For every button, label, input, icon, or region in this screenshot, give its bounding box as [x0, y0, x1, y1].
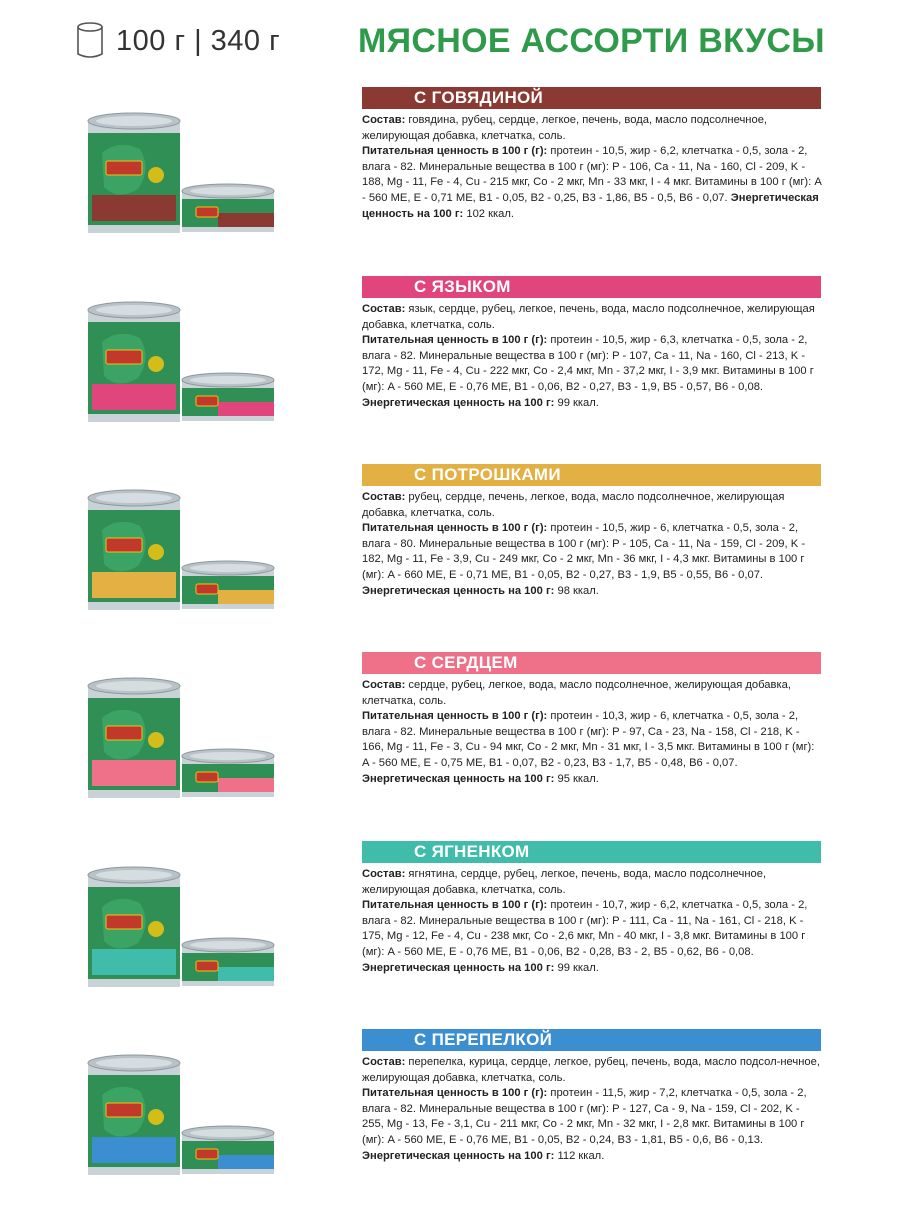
energy-label: Энергетическая ценность на 100 г:	[362, 191, 819, 220]
energy-label: Энергетическая ценность на 100 г:	[362, 396, 555, 409]
page-title: МЯСНОЕ АССОРТИ ВКУСЫ	[358, 22, 825, 60]
sizes-label: 100 г | 340 г	[116, 24, 281, 57]
nutrition-text: протеин - 11,5, жир - 7,2, клетчатка - 0,5, зола - 2, влага - 82. Минеральные вещества в 100 г (мг): P - 127, Ca - 9, Na - 159, Cl - 202, K - 255, Mg - 13, Fe - 3,1, Cu - 211 мкг, Co - 2 мкг, Mn - 32 мкг, I - 2,8 мкг. Витамины в 100 г (мг): A - 560 МЕ, E - 0,76 МЕ, B1 - 0,05, B2 - 0,24, B3 - 1,81, B5 - 0,6, B6 - 0,13.	[362, 1087, 807, 1146]
composition-text: перепелка, курица, сердце, легкое, рубец, печень, вода, масло подсол-нечное, желирующая добавка, клетчатка, соль.	[362, 1056, 820, 1084]
large-can	[88, 113, 180, 233]
product-description	[362, 678, 824, 787]
product-section	[0, 841, 900, 1027]
product-cans-image	[78, 1051, 278, 1181]
large-can	[88, 678, 180, 798]
large-can	[88, 302, 180, 422]
composition-label: Состав:	[362, 491, 406, 503]
large-can	[88, 490, 180, 610]
energy-value: 99 ккал.	[554, 396, 599, 409]
composition-label: Состав:	[362, 114, 406, 126]
flavor-title: С ГОВЯДИНОЙ	[362, 87, 821, 109]
composition-text: рубец, сердце, печень, легкое, вода, масло подсолнечное, желирующая добавка, клетчатка, соль.	[362, 491, 785, 519]
energy-label: Энергетическая ценность на 100 г:	[362, 961, 555, 974]
product-cans-image	[78, 863, 278, 993]
flavor-title: С СЕРДЦЕМ	[362, 652, 821, 674]
small-can	[182, 749, 274, 797]
nutrition-label: Питательная ценность в 100 г (г):	[362, 1087, 548, 1100]
header-sizes	[76, 22, 280, 60]
small-can	[182, 938, 274, 986]
energy-label: Энергетическая ценность на 100 г:	[362, 772, 555, 785]
energy-value: 98 ккал.	[554, 584, 599, 597]
product-cans-image	[78, 109, 278, 239]
energy-value: 102 ккал.	[463, 207, 515, 220]
nutrition-label: Питательная ценность в 100 г (г):	[362, 710, 548, 723]
composition-label: Состав:	[362, 303, 406, 315]
energy-value: 99 ккал.	[554, 961, 599, 974]
nutrition-text: протеин - 10,5, жир - 6,2, клетчатка - 0,5, зола - 2, влага - 82. Минеральные вещества в 100 г (мг): P - 106, Ca - 11, Na - 160, Cl - 209, K - 188, Mg - 11, Fe - 4, Cu - 215 мкг, Co - 2 мкг, Mn - 33 мкг, I - 4 мкг. Витамины в 100 г (мг): A - 560 МЕ, E - 0,71 МЕ, B1 - 0,05, B2 - 0,25, B3 - 1,86, B5 - 0,5, B6 - 0,07.	[362, 145, 822, 204]
small-can	[182, 561, 274, 609]
large-can	[88, 867, 180, 987]
flavor-title: С ПОТРОШКАМИ	[362, 464, 821, 486]
product-description	[362, 302, 824, 411]
composition-label: Состав:	[362, 1056, 406, 1068]
product-section	[0, 1029, 900, 1215]
composition-label: Состав:	[362, 679, 406, 691]
can-icon	[76, 22, 104, 60]
product-description	[362, 1055, 824, 1164]
product-cans-image	[78, 674, 278, 804]
product-cans-image	[78, 298, 278, 428]
composition-label: Состав:	[362, 868, 406, 880]
flavor-title: С ЯГНЕНКОМ	[362, 841, 821, 863]
nutrition-label: Питательная ценность в 100 г (г):	[362, 334, 548, 347]
energy-label: Энергетическая ценность на 100 г:	[362, 584, 555, 597]
product-section	[0, 87, 900, 273]
product-description	[362, 867, 824, 976]
nutrition-text: протеин - 10,7, жир - 6,2, клетчатка - 0,5, зола - 2, влага - 82. Минеральные вещества в 100 г (мг): P - 111, Ca - 11, Na - 161, Cl - 218, K - 175, Mg - 12, Fe - 4, Cu - 238 мкг, Co - 2,6 мкг, Mn - 40 мкг, I - 3,8 мкг. Витамины в 100 г (мг): A - 560 МЕ, E - 0,76 МЕ, B1 - 0,06, B2 - 0,28, B3 - 2, B5 - 0,62, B6 - 0,08.	[362, 899, 808, 958]
composition-text: ягнятина, сердце, рубец, легкое, печень, вода, масло подсолнечное, желирующая добавка, клетчатка, соль.	[362, 868, 767, 896]
small-can	[182, 184, 274, 232]
composition-text: говядина, рубец, сердце, легкое, печень, вода, масло подсолнечное, желирующая добавка, клетчатка, соль.	[362, 114, 768, 142]
flavor-title: С ЯЗЫКОМ	[362, 276, 821, 298]
nutrition-label: Питательная ценность в 100 г (г):	[362, 145, 548, 158]
nutrition-text: протеин - 10,5, жир - 6, клетчатка - 0,5, зола - 2, влага - 80. Минеральные вещества в 100 г (мг): P - 105, Ca - 11, Na - 159, Cl - 209, K - 182, Mg - 11, Fe - 3,9, Cu - 249 мкг, Co - 2 мкг, Mn - 36 мкг, I - 4,3 мкг. Витамины в 100 г (мг): A - 660 МЕ, E - 0,71 МЕ, B1 - 0,05, B2 - 0,27, B3 - 1,9, B5 - 0,55, B6 - 0,07.	[362, 522, 806, 581]
small-can	[182, 373, 274, 421]
small-can	[182, 1126, 274, 1174]
nutrition-text: протеин - 10,5, жир - 6,3, клетчатка - 0,5, зола - 2, влага - 82. Минеральные вещества в 100 г (мг): P - 107, Ca - 11, Na - 160, Cl - 213, K - 172, Mg - 11, Fe - 4, Cu - 222 мкг, Co - 2,4 мкг, Mn - 37,2 мкг, I - 3,9 мкг. Витамины в 100 г (мг): A - 560 МЕ, E - 0,76 МЕ, B1 - 0,06, B2 - 0,27, B3 - 1,9, B5 - 0,57, B6 - 0,08.	[362, 334, 814, 393]
product-cans-image	[78, 486, 278, 616]
energy-value: 112 ккал.	[554, 1149, 605, 1162]
product-section	[0, 652, 900, 838]
energy-label: Энергетическая ценность на 100 г:	[362, 1149, 555, 1162]
composition-text: сердце, рубец, легкое, вода, масло подсолнечное, желирующая добавка, клетчатка, соль.	[362, 679, 791, 707]
product-description	[362, 490, 824, 599]
nutrition-text: протеин - 10,3, жир - 6, клетчатка - 0,5, зола - 2, влага - 82. Минеральные вещества в 100 г (мг): P - 97, Ca - 23, Na - 158, Cl - 218, K - 166, Mg - 11, Fe - 3, Cu - 94 мкг, Co - 2 мкг, Mn - 31 мкг, I - 3,5 мкг. Витамины в 100 г (мг): A - 560 МЕ, E - 0,75 МЕ, B1 - 0,07, B2 - 0,23, B3 - 1,7, B5 - 0,48, B6 - 0,07.	[362, 710, 815, 769]
energy-value: 95 ккал.	[554, 772, 599, 785]
product-description	[362, 113, 824, 222]
product-section	[0, 276, 900, 462]
large-can	[88, 1055, 180, 1175]
nutrition-label: Питательная ценность в 100 г (г):	[362, 899, 548, 912]
product-section	[0, 464, 900, 650]
composition-text: язык, сердце, рубец, легкое, печень, вода, масло подсолнечное, желирующая добавка, клетчатка, соль.	[362, 303, 815, 331]
nutrition-label: Питательная ценность в 100 г (г):	[362, 522, 548, 535]
flavor-title: С ПЕРЕПЕЛКОЙ	[362, 1029, 821, 1051]
